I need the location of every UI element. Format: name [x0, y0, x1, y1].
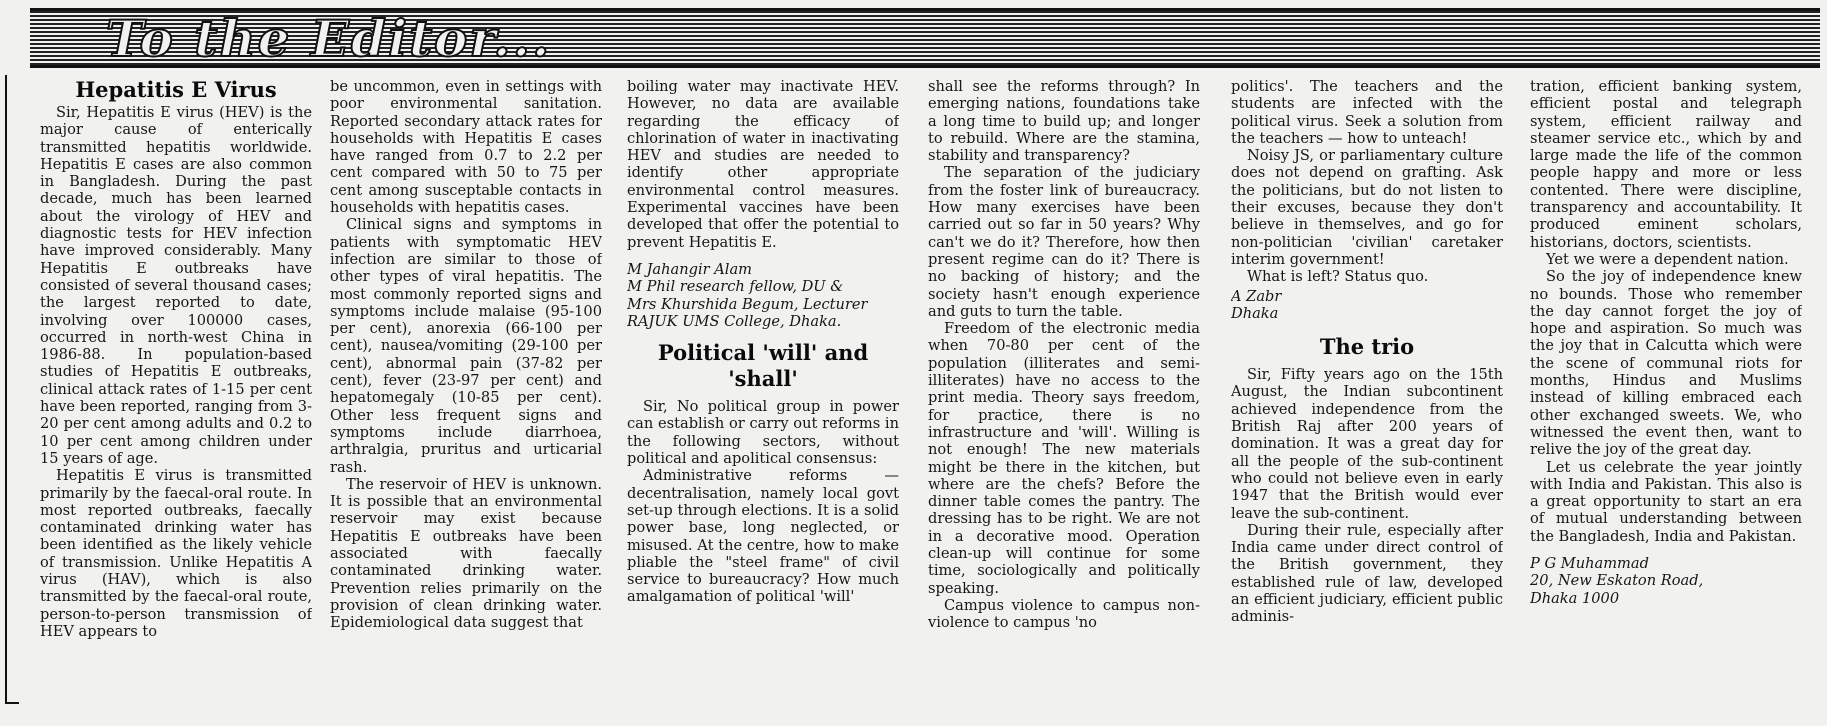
signature-line: Mrs Khurshida Begum, Lecturer	[627, 295, 868, 313]
paragraph: The separation of the judiciary from the foster link of bureaucracy. How many exercises have been carried out so far in 50 years? Why can't we do it? Therefore, how then present regime can do it? There is no backing of history; and the society hasn't enough experience and guts to turn the table.	[928, 164, 1200, 320]
signature-block	[1530, 555, 1802, 607]
signature-block	[627, 261, 899, 330]
paragraph: Clinical signs and symptoms in patients with symptomatic HEV infection are similar to those of other types of viral hepatitis. The most commonly reported signs and symptoms include malaise (95-100 per cent), anorexia (66-100 per cent), nausea/vomiting (29-100 per cent), abnormal pain (37-82 per cent), fever (23-97 per cent) and hepatomegaly (10-85 per cent). Other less frequent signs and symptoms include diarrhoea, arthralgia, pruritus and urticarial rash.	[330, 216, 602, 476]
paragraph: boiling water may inactivate HEV. However, no data are available regarding the efficacy of chlorination of water in inactivating HEV and studies are needed to identify other appropriate environmental control measures. Experimental vaccines have been developed that offer the potential to prevent Hepatitis E.	[627, 78, 899, 251]
signature-name: A Zabr	[1231, 287, 1282, 305]
paragraph: The reservoir of HEV is unknown. It is possible that an environmental reservoir may exist because Hepatitis E outbreaks have been associated with faecally contaminated drinking water. Prevention relies primarily on the provision of clean drinking water. Epidemiological data suggest that	[330, 475, 602, 632]
column-6	[1530, 78, 1802, 718]
paragraph: During their rule, especially after India came under direct control of the British government, they established rule of law, developed an efficient judiciary, efficient public adminis-	[1231, 521, 1503, 626]
column-2	[330, 78, 602, 718]
column-4	[928, 78, 1200, 718]
paragraph: Hepatitis E virus is transmitted primarily by the faecal-oral route. In most reported outbreaks, faecally contaminated drinking water has been identified as the likely vehicle of transmission. Unlike Hepatitis A virus (HAV), which is also transmitted by the faecal-oral route, person-to-person transmission of HEV appears to	[40, 467, 312, 640]
bottom-rule	[5, 702, 19, 704]
paragraph: Sir, No political group in power can establish or carry out reforms in the following sectors, without political and apolitical consensus:	[627, 398, 899, 468]
signature-line: Dhaka 1000	[1530, 589, 1620, 607]
signature-line: RAJUK UMS College, Dhaka.	[627, 312, 842, 330]
masthead-title: To the Editor...	[106, 9, 552, 68]
signature-line: 20, New Eskaton Road,	[1530, 572, 1704, 590]
column-3	[627, 78, 899, 718]
column-5	[1231, 78, 1503, 718]
paragraph: be uncommon, even in settings with poor environmental sanitation. Reported secondary attack rates for households with Hepatitis E cases have ranged from 0.7 to 2.2 per cent compared with 50 to 75 per cent among susceptable contacts in households with hepatitis cases.	[330, 78, 602, 217]
paragraph: Sir, Fifty years ago on the 15th August, the Indian subcontinent achieved independence from the British Raj after 200 years of domination. It was a great day for all the people of the sub-continent who could not believe even in early 1947 that the British would ever leave the sub-continent.	[1231, 366, 1503, 522]
paragraph: Campus violence to campus non-violence to campus 'no	[928, 596, 1200, 632]
letter-heading-political: Political 'will' and 'shall'	[657, 340, 869, 392]
signature-name: M Jahangir Alam	[627, 260, 753, 278]
signature-name: P G Muhammad	[1530, 555, 1649, 573]
paragraph: Let us celebrate the year jointly with India and Pakistan. This also is a great opportunity to start an era of mutual understanding between the Bangladesh, India and Pakistan.	[1530, 458, 1802, 545]
paragraph: Administrative reforms — decentralisation, namely local govt set-up through elections. It is a solid power base, long neglected, or misused. At the centre, how to make pliable the "steel frame" of civil service to bureaucracy? How much amalgamation of political 'will'	[627, 467, 899, 606]
left-rule	[5, 75, 7, 703]
signature-block	[1231, 288, 1503, 323]
paragraph: shall see the reforms through? In emerging nations, foundations take a long time to build up; and longer to rebuild. Where are the stamina, stability and transparency?	[928, 78, 1200, 165]
column-1	[40, 78, 312, 718]
paragraph: Noisy JS, or parliamentary culture does not depend on grafting. Ask the politicians, but do not listen to their excuses, because they don't believe in themselves, and go for non-politician 'civilian' caretaker interim government!	[1231, 147, 1503, 268]
paragraph: What is left? Status quo.	[1247, 268, 1429, 286]
masthead-banner	[30, 8, 1820, 68]
signature-line: M Phil research fellow, DU &	[627, 278, 844, 296]
paragraph: tration, efficient banking system, efficient postal and telegraph system, efficient railway and steamer service etc., which by and large made the life of the common people happy and more or less contented. There were discipline, transparency and accountability. It produced eminent scholars, historians, doctors, scientists.	[1530, 78, 1802, 251]
paragraph: politics'. The teachers and the students are infected with the political virus. Seek a solution from the teachers — how to unteach!	[1231, 78, 1503, 147]
letter-heading-hepatitis: Hepatitis E Virus	[75, 78, 277, 102]
letter-heading-trio: The trio	[1319, 334, 1415, 360]
paragraph: So the joy of independence knew no bounds. Those who remember the day cannot forget the joy of hope and aspiration. So much was the joy that in Calcutta which were the scene of communal riots for months, Hindus and Muslims instead of killing embraced each other exchanged sweets. We, who witnessed the event then, want to relive the joy of the great day.	[1530, 268, 1802, 459]
paragraph: Sir, Hepatitis E virus (HEV) is the major cause of enterically transmitted hepatitis worldwide. Hepatitis E cases are also common in Bangladesh. During the past decade, much has been learned about the virology of HEV and diagnostic tests for HEV infection have improved considerably. Many Hepatitis E outbreaks have consisted of several thousand cases; the largest reported to date, involving over 100000 cases, occurred in north-west China in 1986-88. In population-based studies of Hepatitis E outbreaks, clinical attack rates of 1-15 per cent have been reported, ranging from 3-20 per cent among adults and 0.2 to 10 per cent among children under 15 years of age.	[40, 104, 312, 467]
signature-line: Dhaka	[1231, 304, 1279, 322]
paragraph: Yet we were a dependent nation.	[1546, 250, 1789, 268]
paragraph: Freedom of the electronic media when 70-80 per cent of the population (illiterates and semi-illiterates) have no access to the print media. Theory says freedom, for practice, there is no infrastructure and 'will'. Willing is not enough! The new materials might be there in the kitchen, but where are the chefs? Before the dinner table comes the pantry. The dressing has to be right. We are not in a decorative mood. Operation clean-up will continue for some time, sociologically and politically speaking.	[928, 320, 1200, 597]
